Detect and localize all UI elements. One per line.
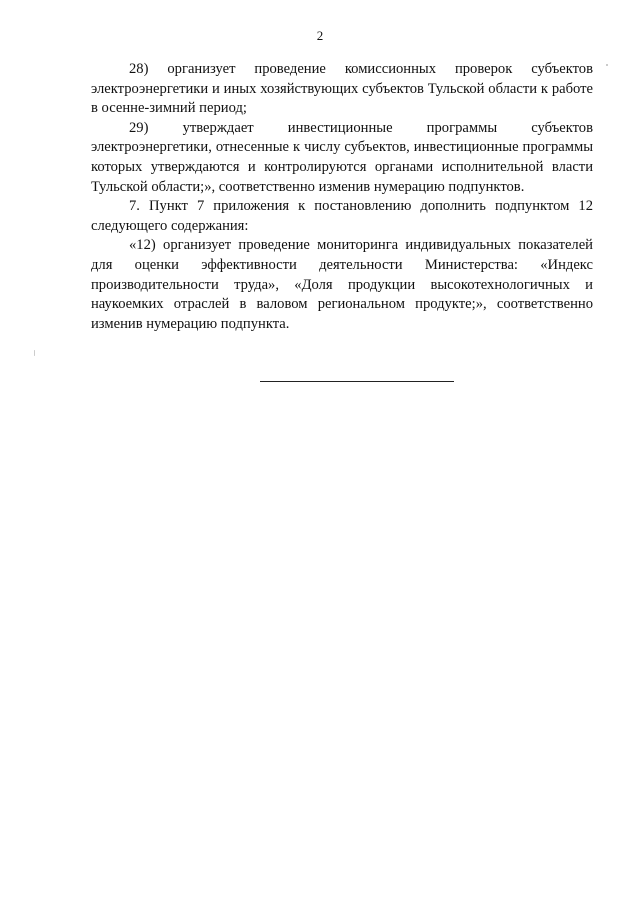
scan-speck (34, 350, 35, 356)
paragraph-item-28: 28) организует проведение комиссионных проверок субъектов электроэнергетики и иных хозяйствующих субъектов Тульской области к работе в осенне-зимний период; (91, 61, 593, 117)
closing-divider-line (260, 381, 454, 382)
paragraph-point-7: 7. Пункт 7 приложения к постановлению дополнить подпунктом 12 следующего содержания: (91, 198, 593, 234)
document-body (91, 60, 593, 334)
scan-speck (606, 64, 608, 66)
paragraph-item-29: 29) утверждает инвестиционные программы субъектов электроэнергетики, отнесенные к числу субъектов, инвестиционные программы которых утверждаются и контролируются органами исполнительной власти Тульской области;», соответственно изменив нумерацию подпунктов. (91, 119, 593, 195)
page-number: 2 (316, 28, 324, 43)
paragraph-item-12: «12) организует проведение мониторинга индивидуальных показателей для оценки эффективности деятельности Министерства: «Индекс производительности труда», «Доля продукции высокотехнологичных и наукоемких отраслей в валовом региональном продукте;», соответственно изменив нумерацию подпункта. (91, 237, 593, 332)
